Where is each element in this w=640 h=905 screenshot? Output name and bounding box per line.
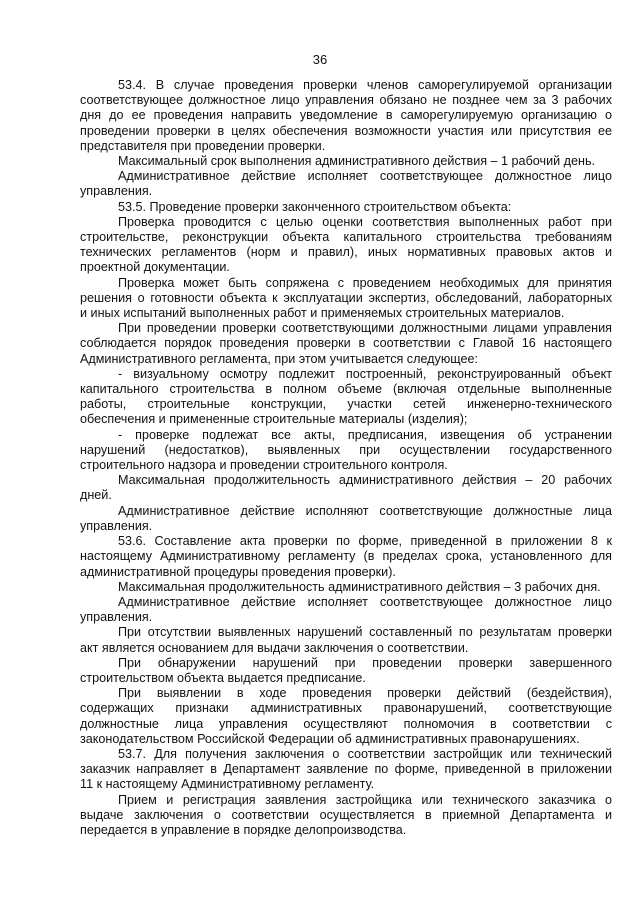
text-line: 53.5. Проведение проверки законченного строительством объекта:	[118, 199, 512, 214]
document-body	[80, 78, 612, 838]
text-line: проектной документации.	[80, 260, 230, 275]
text-line: Максимальный срок выполнения административного действия – 1 рабочий день.	[118, 154, 596, 169]
paragraph	[80, 686, 612, 747]
text-line: Максимальная продолжительность административного действия – 20 рабочих	[118, 473, 612, 488]
text-line: При отсутствии выявленных нарушений составленный по результатам проверки	[118, 625, 612, 640]
paragraph	[80, 747, 612, 793]
paragraph	[80, 473, 612, 503]
text-line: Проверка может быть сопряжена с проведением необходимых для принятия	[118, 275, 612, 290]
paragraph	[80, 215, 612, 276]
text-line: соблюдается порядок проведения проверки в соответствии с Главой 16 настоящего	[80, 336, 612, 351]
text-line: капитального строительства в полном объеме (включая отдельные выполненные	[80, 382, 612, 397]
text-line: - визуальному осмотру подлежит построенный, реконструированный объект	[118, 366, 612, 381]
text-line: Максимальная продолжительность административного действия – 3 рабочих дня.	[118, 579, 601, 594]
text-line: передается в управление в порядке делопроизводства.	[80, 822, 407, 837]
text-line: Административное действие исполняет соответствующее должностное лицо	[118, 594, 612, 609]
paragraph	[80, 428, 612, 474]
text-line: заказчик направляет в Департамент заявление по форме, приведенной в приложении	[80, 762, 612, 777]
text-line: Проверка проводится с целью оценки соответствия выполненных работ при	[118, 214, 612, 229]
page-number: 36	[312, 52, 328, 67]
paragraph	[80, 154, 612, 169]
text-line: Административное действие исполняют соответствующие должностные лица	[118, 503, 612, 518]
paragraph	[80, 595, 612, 625]
text-line: дня до ее проведения направить уведомление в саморегулируемую организацию о	[80, 108, 612, 123]
text-line: управления.	[80, 610, 153, 625]
text-line: При выявлении в ходе проведения проверки действий (бездействия),	[118, 686, 612, 701]
text-line: 53.6. Составление акта проверки по форме, приведенной в приложении 8 к	[118, 534, 612, 549]
paragraph	[80, 656, 612, 686]
paragraph	[80, 200, 612, 215]
text-line: строительного надзора и проведении строительного контроля.	[80, 458, 448, 473]
text-line: соответствующее должностное лицо управления обязано не позднее чем за 3 рабочих	[80, 93, 612, 108]
text-line: строительстве, реконструкции объекта капитального строительства требованиям	[80, 230, 612, 245]
text-line: должностные лица управления осуществляют полномочия в соответствии с	[80, 716, 612, 731]
text-line: При проведении проверки соответствующими должностными лицами управления	[118, 321, 612, 336]
paragraph	[80, 367, 612, 428]
paragraph	[80, 580, 612, 595]
text-line: управления.	[80, 184, 153, 199]
paragraph	[80, 321, 612, 367]
paragraph	[80, 534, 612, 580]
text-line: акт является основанием для выдачи заключения о соответствии.	[80, 640, 469, 655]
text-line: проведении проверки в целях обеспечения возможности участия или присутствия ее	[80, 123, 612, 138]
text-line: представителя при проведении проверки.	[80, 138, 326, 153]
text-line: 11 к настоящему Административному регламенту.	[80, 777, 375, 792]
text-line: 53.4. В случае проведения проверки членов саморегулируемой организации	[118, 78, 612, 92]
paragraph	[80, 504, 612, 534]
paragraph	[80, 625, 612, 655]
paragraph	[80, 169, 612, 199]
text-line: работы, строительные конструкции, участки сетей инженерно-технического	[80, 397, 612, 412]
text-line: обеспечения и примененные строительные материалы (изделия);	[80, 412, 468, 427]
text-line: строительством объекта выдается предписание.	[80, 670, 366, 685]
text-line: решения о готовности объекта к эксплуатации экспертиз, обследований, лабораторных	[80, 290, 612, 305]
text-line: При обнаружении нарушений при проведении проверки завершенного	[118, 655, 612, 670]
text-line: законодательством Российской Федерации об административных правонарушениях.	[80, 731, 580, 746]
text-line: содержащих признаки административных правонарушений, соответствующие	[80, 701, 612, 716]
text-line: Административного регламента, при этом учитывается следующее:	[80, 351, 478, 366]
text-line: Административное действие исполняет соответствующее должностное лицо	[118, 169, 612, 184]
text-line: - проверке подлежат все акты, предписания, извещения об устранении	[118, 427, 612, 442]
text-line: 53.7. Для получения заключения о соответствии застройщик или технический	[118, 746, 612, 761]
text-line: Прием и регистрация заявления застройщика или технического заказчика о	[118, 792, 612, 807]
paragraph	[80, 78, 612, 154]
text-line: дней.	[80, 488, 112, 503]
text-line: технических регламентов (норм и правил), иных нормативных правовых актов и	[80, 245, 612, 260]
paragraph	[80, 276, 612, 322]
text-line: выдаче заключения о соответствии осуществляется в приемной Департамента и	[80, 807, 612, 822]
text-line: административной процедуры проведения проверки).	[80, 564, 396, 579]
text-line: и иных испытаний выполненных работ и применяемых строительных материалов.	[80, 306, 565, 321]
text-line: управления.	[80, 518, 153, 533]
text-line: нарушений (недостатков), выявленных при осуществлении государственного	[80, 442, 612, 457]
paragraph	[80, 793, 612, 839]
text-line: настоящему Административному регламенту (в пределах срока, установленного для	[80, 549, 612, 564]
